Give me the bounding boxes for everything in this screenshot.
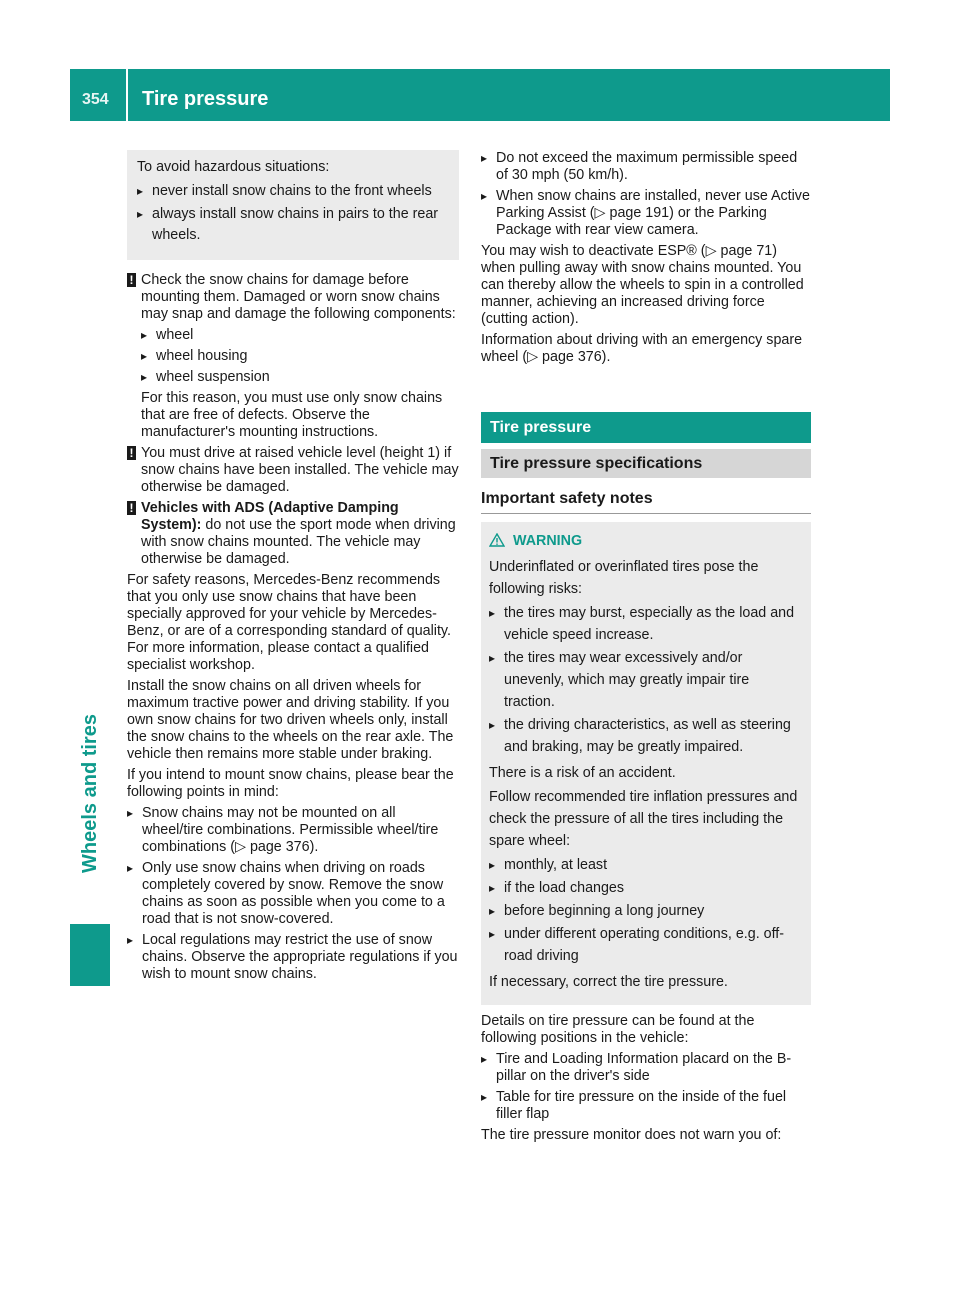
component-list xyxy=(141,327,459,386)
note-bold: Vehicles with ADS (Adaptive Damping System): xyxy=(141,500,399,533)
list-item: ▸ the driving characteristics, as well as steering and braking, may be greatly impaired. xyxy=(489,714,803,758)
chapter-tab xyxy=(70,670,110,916)
note-text: You must drive at raised vehicle level (height 1) if snow chains have been installed. The vehicle may otherwise be damaged. xyxy=(141,445,459,495)
safety-heading: Important safety notes xyxy=(481,478,811,514)
warning-header xyxy=(489,530,803,552)
position-list xyxy=(481,1051,811,1123)
list-item: ▸ always install snow chains in pairs to the rear wheels. xyxy=(137,204,449,246)
hazard-box xyxy=(127,150,459,260)
list-item: ▸ under different operating conditions, e.g. off-road driving xyxy=(489,923,803,967)
left-column xyxy=(127,150,459,987)
height-note xyxy=(127,445,459,496)
warning-box xyxy=(481,522,811,1005)
note-rest: do not use the sport mode when driving with snow chains mounted. The vehicle may otherwise be damaged. xyxy=(141,517,456,567)
paragraph: Details on tire pressure can be found at the following positions in the vehicle: xyxy=(481,1013,755,1046)
note-text xyxy=(141,500,459,568)
ads-note xyxy=(127,500,459,568)
exclamation-icon: ! xyxy=(127,273,136,287)
list-item: ▸ before beginning a long journey xyxy=(489,900,803,922)
hazard-intro: To avoid hazardous situations: xyxy=(137,159,330,175)
paragraph: The tire pressure monitor does not warn you of: xyxy=(481,1127,782,1143)
mounting-list xyxy=(127,805,459,983)
subsection-heading: Tire pressure specifications xyxy=(481,449,811,478)
exclamation-icon: ! xyxy=(127,446,136,460)
list-item: ▸ Only use snow chains when driving on roads completely covered by snow. Remove the snow chains as soon as possible when you come to a road that is not snow-covered. xyxy=(127,860,459,928)
paragraph: You may wish to deactivate ESP® (▷ page 71) when pulling away with snow chains mounted. You can thereby allow the wheels to spin in a controlled manner, achieving an increased driving force (cutting action). xyxy=(481,243,804,327)
risk-list xyxy=(489,602,803,758)
list-item: ▸ monthly, at least xyxy=(489,854,803,876)
page-title: Tire pressure xyxy=(142,88,269,110)
list-item: ▸ never install snow chains to the front wheels xyxy=(137,181,449,202)
warning-label: WARNING xyxy=(512,533,583,549)
warning-text: Follow recommended tire inflation pressures and check the pressure of all the tires including the spare wheel: xyxy=(489,789,798,849)
list-item: ▸ wheel suspension xyxy=(141,369,459,386)
chapter-label: Wheels and tires xyxy=(78,713,101,873)
list-item: ▸ Do not exceed the maximum permissible speed of 30 mph (50 km/h). xyxy=(481,150,811,184)
list-item: ▸ the tires may wear excessively and/or unevenly, which may greatly impair tire traction. xyxy=(489,647,803,713)
list-item: ▸ wheel housing xyxy=(141,348,459,365)
list-item: ▸ Snow chains may not be mounted on all wheel/tire combinations. Permissible wheel/tire combinations (▷ page 376). xyxy=(127,805,459,856)
damage-note xyxy=(127,272,459,441)
page-header xyxy=(70,69,890,121)
note-text: For this reason, you must use only snow chains that are free of defects. Observe the manufacturer's mounting instructions. xyxy=(141,390,443,440)
exclamation-icon: ! xyxy=(127,501,136,515)
paragraph: Install the snow chains on all driven wheels for maximum tractive power and driving stability. If you own snow chains for two driven wheels only, install the snow chains to the wheels on the rear axle. The vehicle then remains more stable under braking. xyxy=(127,678,454,762)
list-item: ▸ Tire and Loading Information placard on the B-pillar on the driver's side xyxy=(481,1051,811,1085)
chain-rules-list xyxy=(481,150,811,239)
warning-text: If necessary, correct the tire pressure. xyxy=(489,974,728,990)
page-number: 354 xyxy=(82,91,109,108)
header-divider xyxy=(126,69,128,121)
list-item: ▸ Table for tire pressure on the inside of the fuel filler flap xyxy=(481,1089,811,1123)
list-item: ▸ if the load changes xyxy=(489,877,803,899)
warning-triangle-icon xyxy=(489,533,505,547)
note-text: Check the snow chains for damage before mounting them. Damaged or worn snow chains may snap and damage the following components: xyxy=(141,272,456,322)
right-column xyxy=(481,150,811,1148)
paragraph: For safety reasons, Mercedes-Benz recommends that you only use snow chains that have been specially approved for your vehicle by Mercedes-Benz, or are of a corresponding standard of quality. For more information, please contact a qualified specialist workshop. xyxy=(127,572,451,673)
hazard-list xyxy=(137,181,449,246)
paragraph: If you intend to mount snow chains, please bear the following points in mind: xyxy=(127,767,454,800)
paragraph: Information about driving with an emergency spare wheel (▷ page 376). xyxy=(481,332,803,365)
check-list xyxy=(489,854,803,967)
list-item: ▸ When snow chains are installed, never use Active Parking Assist (▷ page 191) or the Parking Package with rear view camera. xyxy=(481,188,811,239)
chapter-marker xyxy=(70,924,110,986)
list-item: ▸ wheel xyxy=(141,327,459,344)
list-item: ▸ Local regulations may restrict the use of snow chains. Observe the appropriate regulations if you wish to mount snow chains. xyxy=(127,932,459,983)
list-item: ▸ the tires may burst, especially as the load and vehicle speed increase. xyxy=(489,602,803,646)
warning-intro: Underinflated or overinflated tires pose the following risks: xyxy=(489,559,759,597)
section-heading: Tire pressure xyxy=(481,412,811,443)
warning-text: There is a risk of an accident. xyxy=(489,765,676,781)
